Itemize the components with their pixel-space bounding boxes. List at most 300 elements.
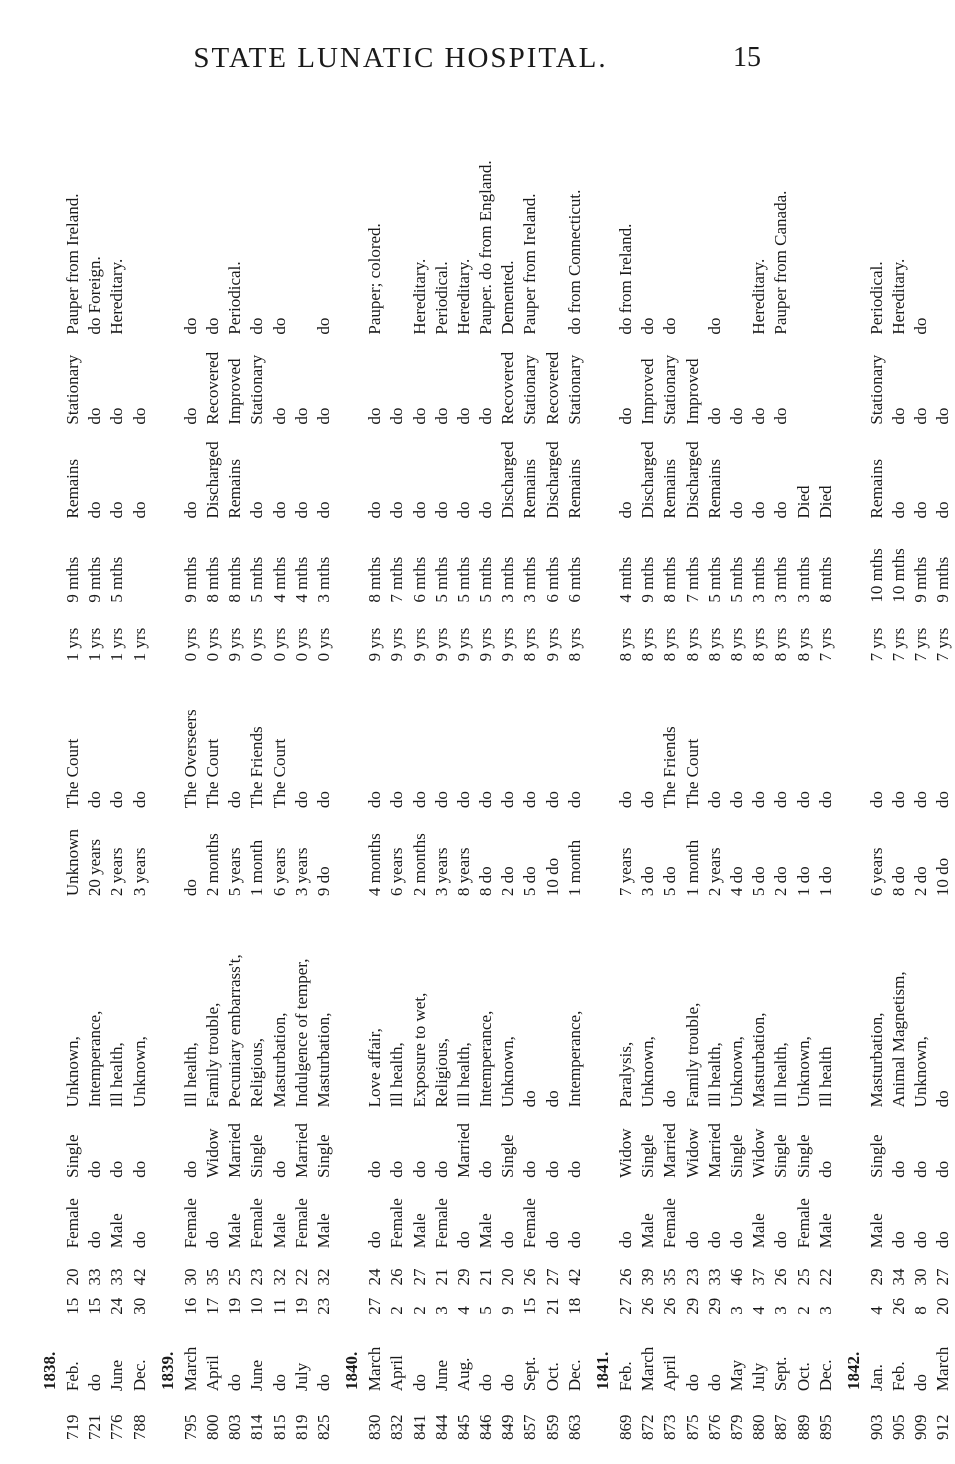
condition-cell: Recovered bbox=[542, 351, 562, 425]
page-number: 15 bbox=[733, 42, 761, 73]
admission-month-cell: do bbox=[704, 1374, 724, 1392]
supposed-cause-cell: Exposure to wet, bbox=[409, 992, 429, 1108]
result-cell: Remains bbox=[704, 459, 724, 519]
civil-state-cell: do bbox=[564, 1160, 584, 1178]
result-cell: do bbox=[726, 501, 746, 519]
remarks-cell: Hereditary. bbox=[107, 258, 127, 335]
case-number-cell: 795 bbox=[180, 1414, 200, 1440]
table-row bbox=[224, 90, 246, 1440]
time-years-cell: 9 yrs bbox=[476, 627, 496, 662]
condition-cell: Stationary bbox=[564, 354, 584, 425]
duration-before-cell: 2 do bbox=[498, 866, 518, 897]
sex-cell: Male bbox=[107, 1213, 127, 1249]
admission-day-cell: 4 bbox=[453, 1306, 473, 1315]
table-row bbox=[431, 90, 453, 1440]
result-cell: do bbox=[313, 501, 333, 519]
case-number-cell: 873 bbox=[660, 1414, 680, 1440]
admission-day-cell: 15 bbox=[85, 1297, 105, 1315]
condition-cell: do bbox=[180, 407, 200, 425]
case-number-cell: 857 bbox=[520, 1414, 540, 1440]
time-years-cell: 1 yrs bbox=[63, 627, 83, 662]
condition-cell: do bbox=[291, 407, 311, 425]
duration-before-cell: 1 month bbox=[247, 839, 267, 897]
time-months-cell: 4 mths bbox=[269, 556, 289, 603]
admission-day-cell: 10 bbox=[247, 1297, 267, 1315]
condition-cell: Recovered bbox=[203, 351, 223, 425]
civil-state-cell: do bbox=[85, 1160, 105, 1178]
committed-by-cell: do bbox=[889, 791, 909, 809]
case-number-cell: 895 bbox=[815, 1414, 835, 1440]
table-row bbox=[62, 90, 84, 1440]
table-row bbox=[386, 90, 408, 1440]
supposed-cause-cell: Intemperance, bbox=[564, 1010, 584, 1108]
admission-month-cell: Sept. bbox=[771, 1356, 791, 1392]
age-cell: 26 bbox=[387, 1268, 407, 1286]
condition-cell: do bbox=[476, 407, 496, 425]
time-months-cell: 5 mths bbox=[431, 556, 451, 603]
age-cell: 42 bbox=[129, 1268, 149, 1286]
admission-day-cell: 11 bbox=[269, 1298, 289, 1315]
duration-before-cell: 2 months bbox=[203, 833, 223, 897]
case-number-cell: 814 bbox=[247, 1414, 267, 1440]
time-years-cell: 8 yrs bbox=[520, 627, 540, 662]
age-cell: 34 bbox=[889, 1268, 909, 1286]
civil-state-cell: Single bbox=[313, 1134, 333, 1178]
remarks-cell: Periodical. bbox=[866, 261, 886, 335]
remarks-cell: do bbox=[660, 317, 680, 335]
admission-day-cell: 3 bbox=[431, 1306, 451, 1315]
year-label: 1839. bbox=[157, 1351, 177, 1390]
table-row bbox=[542, 90, 564, 1440]
duration-before-cell: 4 months bbox=[365, 833, 385, 897]
committed-by-cell: do bbox=[365, 791, 385, 809]
remarks-cell: Periodical. bbox=[431, 261, 451, 335]
sex-cell: do bbox=[704, 1231, 724, 1249]
case-number-cell: 803 bbox=[225, 1414, 245, 1440]
year-label: 1841. bbox=[592, 1351, 612, 1390]
time-years-cell: 7 yrs bbox=[815, 627, 835, 662]
admission-month-cell: April bbox=[203, 1355, 223, 1392]
duration-before-cell: 5 years bbox=[225, 847, 245, 897]
time-years-cell: 1 yrs bbox=[85, 627, 105, 662]
page-header bbox=[0, 36, 801, 76]
time-years-cell: 8 yrs bbox=[616, 627, 636, 662]
age-cell: 29 bbox=[866, 1268, 886, 1286]
admission-day-cell: 2 bbox=[409, 1306, 429, 1315]
admission-day-cell: 9 bbox=[498, 1306, 518, 1315]
committed-by-cell: The Friends bbox=[247, 726, 267, 809]
sex-cell: do bbox=[771, 1231, 791, 1249]
duration-before-cell: 3 do bbox=[638, 866, 658, 897]
remarks-cell: do bbox=[313, 317, 333, 335]
remarks-cell: do bbox=[180, 317, 200, 335]
condition-cell: do bbox=[616, 407, 636, 425]
supposed-cause-cell: do bbox=[520, 1090, 540, 1108]
time-years-cell: 8 yrs bbox=[726, 627, 746, 662]
condition-cell: do bbox=[313, 407, 333, 425]
case-number-cell: 872 bbox=[638, 1414, 658, 1440]
committed-by-cell: do bbox=[616, 791, 636, 809]
admission-day-cell: 29 bbox=[704, 1297, 724, 1315]
supposed-cause-cell: Religious, bbox=[431, 1037, 451, 1108]
age-cell: 24 bbox=[365, 1268, 385, 1286]
admission-month-cell: June bbox=[247, 1359, 267, 1392]
time-months-cell: 5 mths bbox=[247, 556, 267, 603]
committed-by-cell: do bbox=[911, 791, 931, 809]
age-cell: 33 bbox=[704, 1268, 724, 1286]
case-number-cell: 830 bbox=[365, 1414, 385, 1440]
committed-by-cell: do bbox=[85, 791, 105, 809]
time-years-cell: 0 yrs bbox=[180, 627, 200, 662]
committed-by-cell: The Overseers bbox=[180, 709, 200, 809]
remarks-cell: do bbox=[911, 317, 931, 335]
time-months-cell: 5 mths bbox=[476, 556, 496, 603]
admission-day-cell: 20 bbox=[933, 1297, 953, 1315]
condition-cell: Stationary bbox=[247, 354, 267, 425]
duration-before-cell: 2 years bbox=[107, 847, 127, 897]
civil-state-cell: Married bbox=[225, 1123, 245, 1178]
condition-cell: do bbox=[453, 407, 473, 425]
civil-state-cell: do bbox=[815, 1160, 835, 1178]
supposed-cause-cell: Ill health, bbox=[387, 1042, 407, 1108]
committed-by-cell: do bbox=[638, 791, 658, 809]
year-heading bbox=[844, 90, 866, 1440]
civil-state-cell: Single bbox=[771, 1134, 791, 1178]
time-years-cell: 8 yrs bbox=[704, 627, 724, 662]
time-months-cell: 3 mths bbox=[313, 556, 333, 603]
remarks-cell: Pauper from Ireland. bbox=[63, 193, 83, 335]
time-years-cell: 7 yrs bbox=[866, 627, 886, 662]
time-months-cell: 9 mths bbox=[85, 556, 105, 603]
civil-state-cell: do bbox=[520, 1160, 540, 1178]
supposed-cause-cell: Animal Magnetism, bbox=[889, 971, 909, 1108]
case-number-cell: 800 bbox=[203, 1414, 223, 1440]
remarks-cell: do from Ireland. bbox=[616, 223, 636, 335]
age-cell: 42 bbox=[564, 1268, 584, 1286]
result-cell: do bbox=[409, 501, 429, 519]
duration-before-cell: 10 do bbox=[542, 857, 562, 897]
age-cell: 21 bbox=[476, 1268, 496, 1286]
condition-cell: Improved bbox=[638, 358, 658, 425]
time-years-cell: 8 yrs bbox=[682, 627, 702, 662]
time-years-cell: 8 yrs bbox=[793, 627, 813, 662]
admission-month-cell: July bbox=[291, 1362, 311, 1392]
case-number-cell: 846 bbox=[476, 1414, 496, 1440]
admission-day-cell: 23 bbox=[313, 1297, 333, 1315]
duration-before-cell: 8 years bbox=[453, 847, 473, 897]
admission-month-cell: April bbox=[387, 1355, 407, 1392]
year-heading bbox=[593, 90, 615, 1440]
civil-state-cell: Single bbox=[638, 1134, 658, 1178]
result-cell: Remains bbox=[564, 459, 584, 519]
age-cell: 26 bbox=[616, 1268, 636, 1286]
table-row bbox=[313, 90, 335, 1440]
admission-day-cell: 19 bbox=[225, 1297, 245, 1315]
age-cell: 23 bbox=[247, 1268, 267, 1286]
duration-before-cell: 5 do bbox=[660, 866, 680, 897]
time-months-cell: 5 mths bbox=[453, 556, 473, 603]
age-cell: 26 bbox=[771, 1268, 791, 1286]
time-years-cell: 7 yrs bbox=[889, 627, 909, 662]
committed-by-cell: do bbox=[107, 791, 127, 809]
case-number-cell: 876 bbox=[704, 1414, 724, 1440]
condition-cell: do bbox=[704, 407, 724, 425]
time-years-cell: 0 yrs bbox=[203, 627, 223, 662]
time-years-cell: 0 yrs bbox=[291, 627, 311, 662]
remarks-cell: Demented. bbox=[498, 260, 518, 335]
committed-by-cell: The Court bbox=[682, 738, 702, 809]
remarks-cell: Periodical. bbox=[225, 261, 245, 335]
sex-cell: Female bbox=[291, 1198, 311, 1249]
sex-cell: Male bbox=[225, 1213, 245, 1249]
admission-month-cell: March bbox=[180, 1346, 200, 1392]
committed-by-cell: do bbox=[129, 791, 149, 809]
condition-cell: do bbox=[889, 407, 909, 425]
condition-cell: do bbox=[129, 407, 149, 425]
supposed-cause-cell: Ill health, bbox=[704, 1042, 724, 1108]
remarks-cell: do bbox=[638, 317, 658, 335]
table-row bbox=[84, 90, 106, 1440]
case-number-cell: 719 bbox=[63, 1414, 83, 1440]
supposed-cause-cell: Ill health, bbox=[180, 1042, 200, 1108]
table-row bbox=[364, 90, 386, 1440]
supposed-cause-cell: Intemperance, bbox=[476, 1010, 496, 1108]
time-years-cell: 9 yrs bbox=[498, 627, 518, 662]
time-years-cell: 9 yrs bbox=[365, 627, 385, 662]
supposed-cause-cell: Family trouble, bbox=[682, 1002, 702, 1108]
sex-cell: Male bbox=[476, 1213, 496, 1249]
admission-month-cell: Dec. bbox=[564, 1359, 584, 1392]
civil-state-cell: Widow bbox=[616, 1128, 636, 1178]
duration-before-cell: 4 do bbox=[726, 866, 746, 897]
civil-state-cell: do bbox=[476, 1160, 496, 1178]
admission-month-cell: do bbox=[476, 1374, 496, 1392]
admission-month-cell: Dec. bbox=[129, 1359, 149, 1392]
sex-cell: do bbox=[453, 1231, 473, 1249]
supposed-cause-cell: Indulgence of temper, bbox=[291, 958, 311, 1108]
result-cell: do bbox=[129, 501, 149, 519]
table-row bbox=[519, 90, 541, 1440]
committed-by-cell: do bbox=[291, 791, 311, 809]
sex-cell: Female bbox=[520, 1198, 540, 1249]
admission-month-cell: May bbox=[726, 1359, 746, 1392]
table-row bbox=[682, 90, 704, 1440]
time-months-cell: 10 mths bbox=[889, 548, 909, 603]
age-cell: 20 bbox=[63, 1268, 83, 1286]
case-number-cell: 903 bbox=[866, 1414, 886, 1440]
table-row bbox=[129, 90, 151, 1440]
sex-cell: Male bbox=[313, 1213, 333, 1249]
case-number-cell: 788 bbox=[129, 1414, 149, 1440]
time-years-cell: 8 yrs bbox=[771, 627, 791, 662]
age-cell: 32 bbox=[313, 1268, 333, 1286]
table-row bbox=[932, 90, 954, 1440]
committed-by-cell: do bbox=[431, 791, 451, 809]
committed-by-cell: The Court bbox=[63, 738, 83, 809]
result-cell: do bbox=[933, 501, 953, 519]
table-row bbox=[659, 90, 681, 1440]
admission-month-cell: do bbox=[313, 1374, 333, 1392]
admission-day-cell: 15 bbox=[520, 1297, 540, 1315]
admission-month-cell: do bbox=[269, 1374, 289, 1392]
duration-before-cell: 2 years bbox=[704, 847, 724, 897]
committed-by-cell: do bbox=[498, 791, 518, 809]
supposed-cause-cell: Unknown, bbox=[793, 1036, 813, 1108]
duration-before-cell: 1 do bbox=[815, 866, 835, 897]
table-row bbox=[726, 90, 748, 1440]
admission-day-cell: 4 bbox=[749, 1306, 769, 1315]
age-cell: 29 bbox=[453, 1268, 473, 1286]
sex-cell: Male bbox=[866, 1213, 886, 1249]
result-cell: do bbox=[911, 501, 931, 519]
time-years-cell: 9 yrs bbox=[431, 627, 451, 662]
table-row bbox=[748, 90, 770, 1440]
case-number-cell: 776 bbox=[107, 1414, 127, 1440]
civil-state-cell: do bbox=[365, 1160, 385, 1178]
duration-before-cell: 2 months bbox=[409, 833, 429, 897]
supposed-cause-cell: Ill health bbox=[815, 1046, 835, 1108]
time-years-cell: 0 yrs bbox=[247, 627, 267, 662]
admission-day-cell: 2 bbox=[387, 1306, 407, 1315]
remarks-cell: do Foreign. bbox=[85, 256, 105, 335]
time-months-cell: 7 mths bbox=[682, 556, 702, 603]
supposed-cause-cell: Family trouble, bbox=[203, 1002, 223, 1108]
admission-month-cell: Sept. bbox=[520, 1356, 540, 1392]
committed-by-cell: do bbox=[387, 791, 407, 809]
result-cell: do bbox=[616, 501, 636, 519]
case-number-cell: 832 bbox=[387, 1414, 407, 1440]
table-row bbox=[637, 90, 659, 1440]
admission-day-cell: 2 bbox=[793, 1306, 813, 1315]
page-title: STATE LUNATIC HOSPITAL. bbox=[193, 42, 608, 74]
sex-cell: do bbox=[933, 1231, 953, 1249]
duration-before-cell: do bbox=[180, 879, 200, 897]
age-cell: 37 bbox=[749, 1268, 769, 1286]
time-years-cell: 9 yrs bbox=[453, 627, 473, 662]
age-cell: 23 bbox=[682, 1268, 702, 1286]
sex-cell: Female bbox=[793, 1198, 813, 1249]
result-cell: do bbox=[431, 501, 451, 519]
admission-month-cell: March bbox=[638, 1346, 658, 1392]
sex-cell: Male bbox=[815, 1213, 835, 1249]
age-cell: 35 bbox=[203, 1268, 223, 1286]
duration-before-cell: 10 do bbox=[933, 857, 953, 897]
supposed-cause-cell: Masturbation, bbox=[269, 1012, 289, 1108]
result-cell: Died bbox=[815, 485, 835, 519]
result-cell: do bbox=[85, 501, 105, 519]
committed-by-cell: do bbox=[564, 791, 584, 809]
remarks-cell: Hereditary. bbox=[889, 258, 909, 335]
time-months-cell: 8 mths bbox=[660, 556, 680, 603]
age-cell: 30 bbox=[180, 1268, 200, 1286]
condition-cell: do bbox=[771, 407, 791, 425]
sex-cell: do bbox=[911, 1231, 931, 1249]
admission-month-cell: do bbox=[682, 1374, 702, 1392]
civil-state-cell: do bbox=[542, 1160, 562, 1178]
remarks-cell: do bbox=[269, 317, 289, 335]
admission-month-cell: do bbox=[85, 1374, 105, 1392]
age-cell: 26 bbox=[520, 1268, 540, 1286]
result-cell: do bbox=[476, 501, 496, 519]
supposed-cause-cell: Unknown, bbox=[638, 1036, 658, 1108]
condition-cell: do bbox=[726, 407, 746, 425]
supposed-cause-cell: Masturbation, bbox=[866, 1012, 886, 1108]
time-months-cell: 3 mths bbox=[498, 556, 518, 603]
admission-month-cell: do bbox=[409, 1374, 429, 1392]
year-label: 1840. bbox=[342, 1351, 362, 1390]
case-number-cell: 879 bbox=[726, 1414, 746, 1440]
case-number-cell: 819 bbox=[291, 1414, 311, 1440]
admission-month-cell: do bbox=[911, 1374, 931, 1392]
remarks-cell: Hereditary. bbox=[749, 258, 769, 335]
case-number-cell: 880 bbox=[749, 1414, 769, 1440]
remarks-cell: Pauper; colored. bbox=[365, 223, 385, 335]
committed-by-cell: do bbox=[520, 791, 540, 809]
civil-state-cell: Widow bbox=[203, 1128, 223, 1178]
civil-state-cell: Single bbox=[866, 1134, 886, 1178]
remarks-cell: Hereditary. bbox=[409, 258, 429, 335]
duration-before-cell: 3 years bbox=[291, 847, 311, 897]
duration-before-cell: 1 do bbox=[793, 866, 813, 897]
age-cell: 25 bbox=[225, 1268, 245, 1286]
committed-by-cell: The Court bbox=[203, 738, 223, 809]
condition-cell: do bbox=[387, 407, 407, 425]
result-cell: Discharged bbox=[203, 441, 223, 519]
committed-by-cell: do bbox=[793, 791, 813, 809]
duration-before-cell: Unknown bbox=[63, 829, 83, 897]
condition-cell: Stationary bbox=[660, 354, 680, 425]
committed-by-cell: do bbox=[726, 791, 746, 809]
table-row bbox=[408, 90, 430, 1440]
supposed-cause-cell: Unknown, bbox=[726, 1036, 746, 1108]
sex-cell: Female bbox=[387, 1198, 407, 1249]
year-heading bbox=[158, 90, 180, 1440]
sex-cell: do bbox=[85, 1231, 105, 1249]
table-row bbox=[475, 90, 497, 1440]
committed-by-cell: do bbox=[749, 791, 769, 809]
sex-cell: do bbox=[498, 1231, 518, 1249]
result-cell: Remains bbox=[225, 459, 245, 519]
table-row bbox=[246, 90, 268, 1440]
sex-cell: do bbox=[365, 1231, 385, 1249]
supposed-cause-cell: Intemperance, bbox=[85, 1010, 105, 1108]
age-cell: 33 bbox=[85, 1268, 105, 1286]
civil-state-cell: do bbox=[387, 1160, 407, 1178]
table-row bbox=[291, 90, 313, 1440]
time-months-cell: 8 mths bbox=[365, 556, 385, 603]
result-cell: do bbox=[365, 501, 385, 519]
case-number-cell: 859 bbox=[542, 1414, 562, 1440]
supposed-cause-cell: do bbox=[933, 1090, 953, 1108]
age-cell: 27 bbox=[933, 1268, 953, 1286]
result-cell: Remains bbox=[660, 459, 680, 519]
time-months-cell: 5 mths bbox=[726, 556, 746, 603]
table-row bbox=[888, 90, 910, 1440]
civil-state-cell: Widow bbox=[749, 1128, 769, 1178]
committed-by-cell: do bbox=[933, 791, 953, 809]
condition-cell: Recovered bbox=[498, 351, 518, 425]
committed-by-cell: do bbox=[453, 791, 473, 809]
case-number-cell: 875 bbox=[682, 1414, 702, 1440]
age-cell: 20 bbox=[498, 1268, 518, 1286]
admission-month-cell: Jan. bbox=[866, 1364, 886, 1392]
supposed-cause-cell: Unknown, bbox=[63, 1036, 83, 1108]
duration-before-cell: 6 years bbox=[269, 847, 289, 897]
case-number-cell: 845 bbox=[453, 1414, 473, 1440]
committed-by-cell: do bbox=[542, 791, 562, 809]
supposed-cause-cell: Ill health, bbox=[771, 1042, 791, 1108]
time-months-cell: 3 mths bbox=[520, 556, 540, 603]
